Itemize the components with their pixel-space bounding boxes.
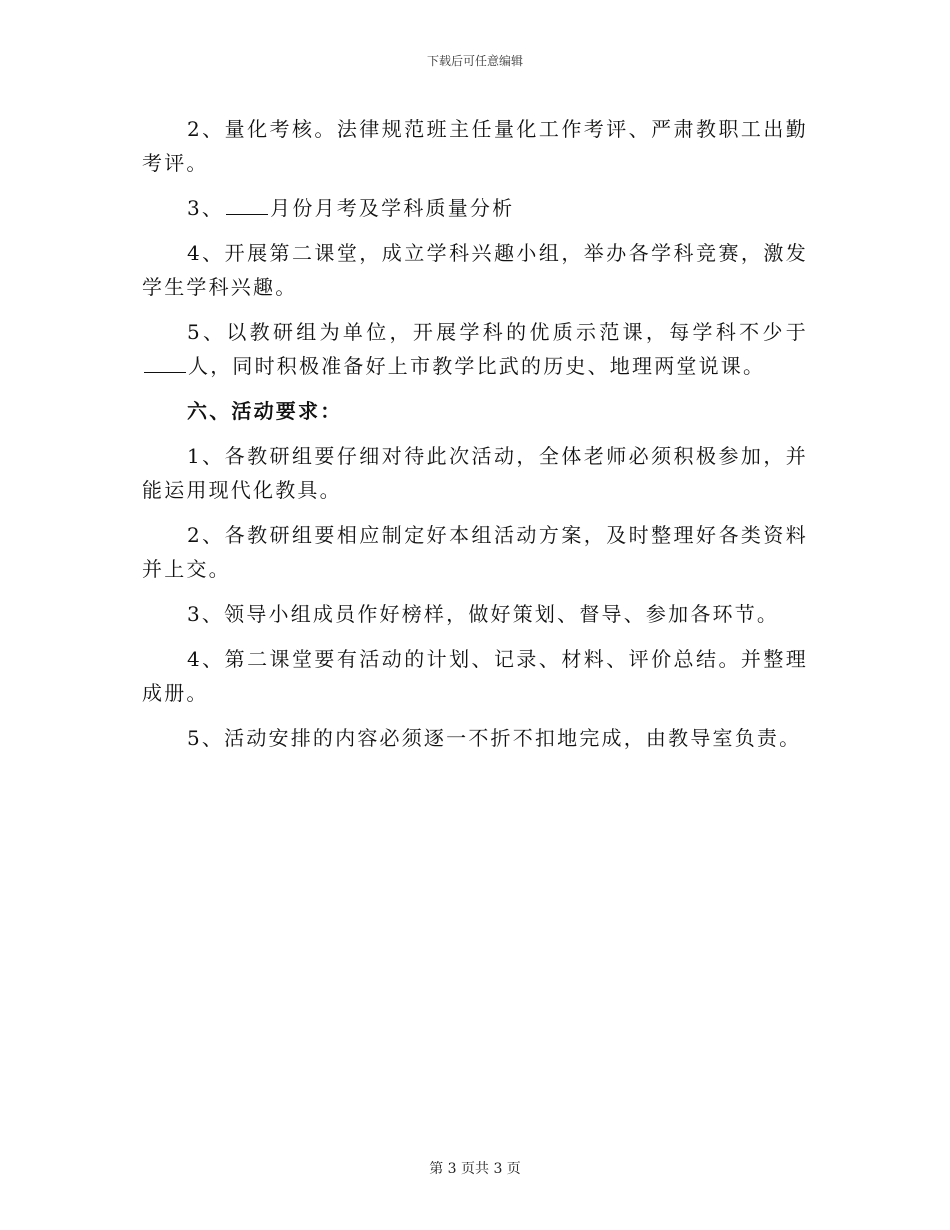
paragraph-demo-lessons: [142, 315, 808, 383]
document-body: [142, 112, 808, 766]
paragraph-quantified-assessment: 2、量化考核。法律规范班主任量化工作考评、严肃教职工出勤考评。: [142, 117, 808, 175]
fill-in-blank: [144, 352, 186, 373]
paragraph-text: 人，同时积极准备好上市教学比武的历史、地理两堂说课。: [188, 354, 766, 378]
page-number-footer: 第 3 页共 3 页: [429, 1161, 521, 1177]
paragraph-second-classroom: 4、开展第二课堂，成立学科兴趣小组，举办各学科竞赛，激发学生学科兴趣。: [142, 241, 808, 299]
paragraph-text: 3、: [187, 196, 225, 220]
paragraph-requirement-5: 5、活动安排的内容必须逐一不折不扣地完成，由教导室负责。: [187, 726, 802, 750]
section-heading-activity-requirements: 六、活动要求：: [187, 399, 343, 423]
paragraph-monthly-exam: [142, 191, 808, 225]
paragraph-requirement-4: 4、第二课堂要有活动的计划、记录、材料、评价总结。并整理成册。: [142, 647, 808, 705]
paragraph-text: 5、以教研组为单位，开展学科的优质示范课，每学科不少于: [187, 320, 808, 344]
paragraph-requirement-3: 3、领导小组成员作好榜样，做好策划、督导、参加各环节。: [187, 602, 780, 626]
page-header: 下载后可任意编辑: [426, 54, 523, 68]
paragraph-requirement-2: 2、各教研组要相应制定好本组活动方案，及时整理好各类资料并上交。: [142, 523, 808, 581]
paragraph-requirement-1: 1、各教研组要仔细对待此次活动，全体老师必须积极参加，并能运用现代化教具。: [142, 444, 808, 502]
paragraph-text: 月份月考及学科质量分析: [270, 196, 515, 220]
fill-in-blank: [226, 194, 268, 215]
